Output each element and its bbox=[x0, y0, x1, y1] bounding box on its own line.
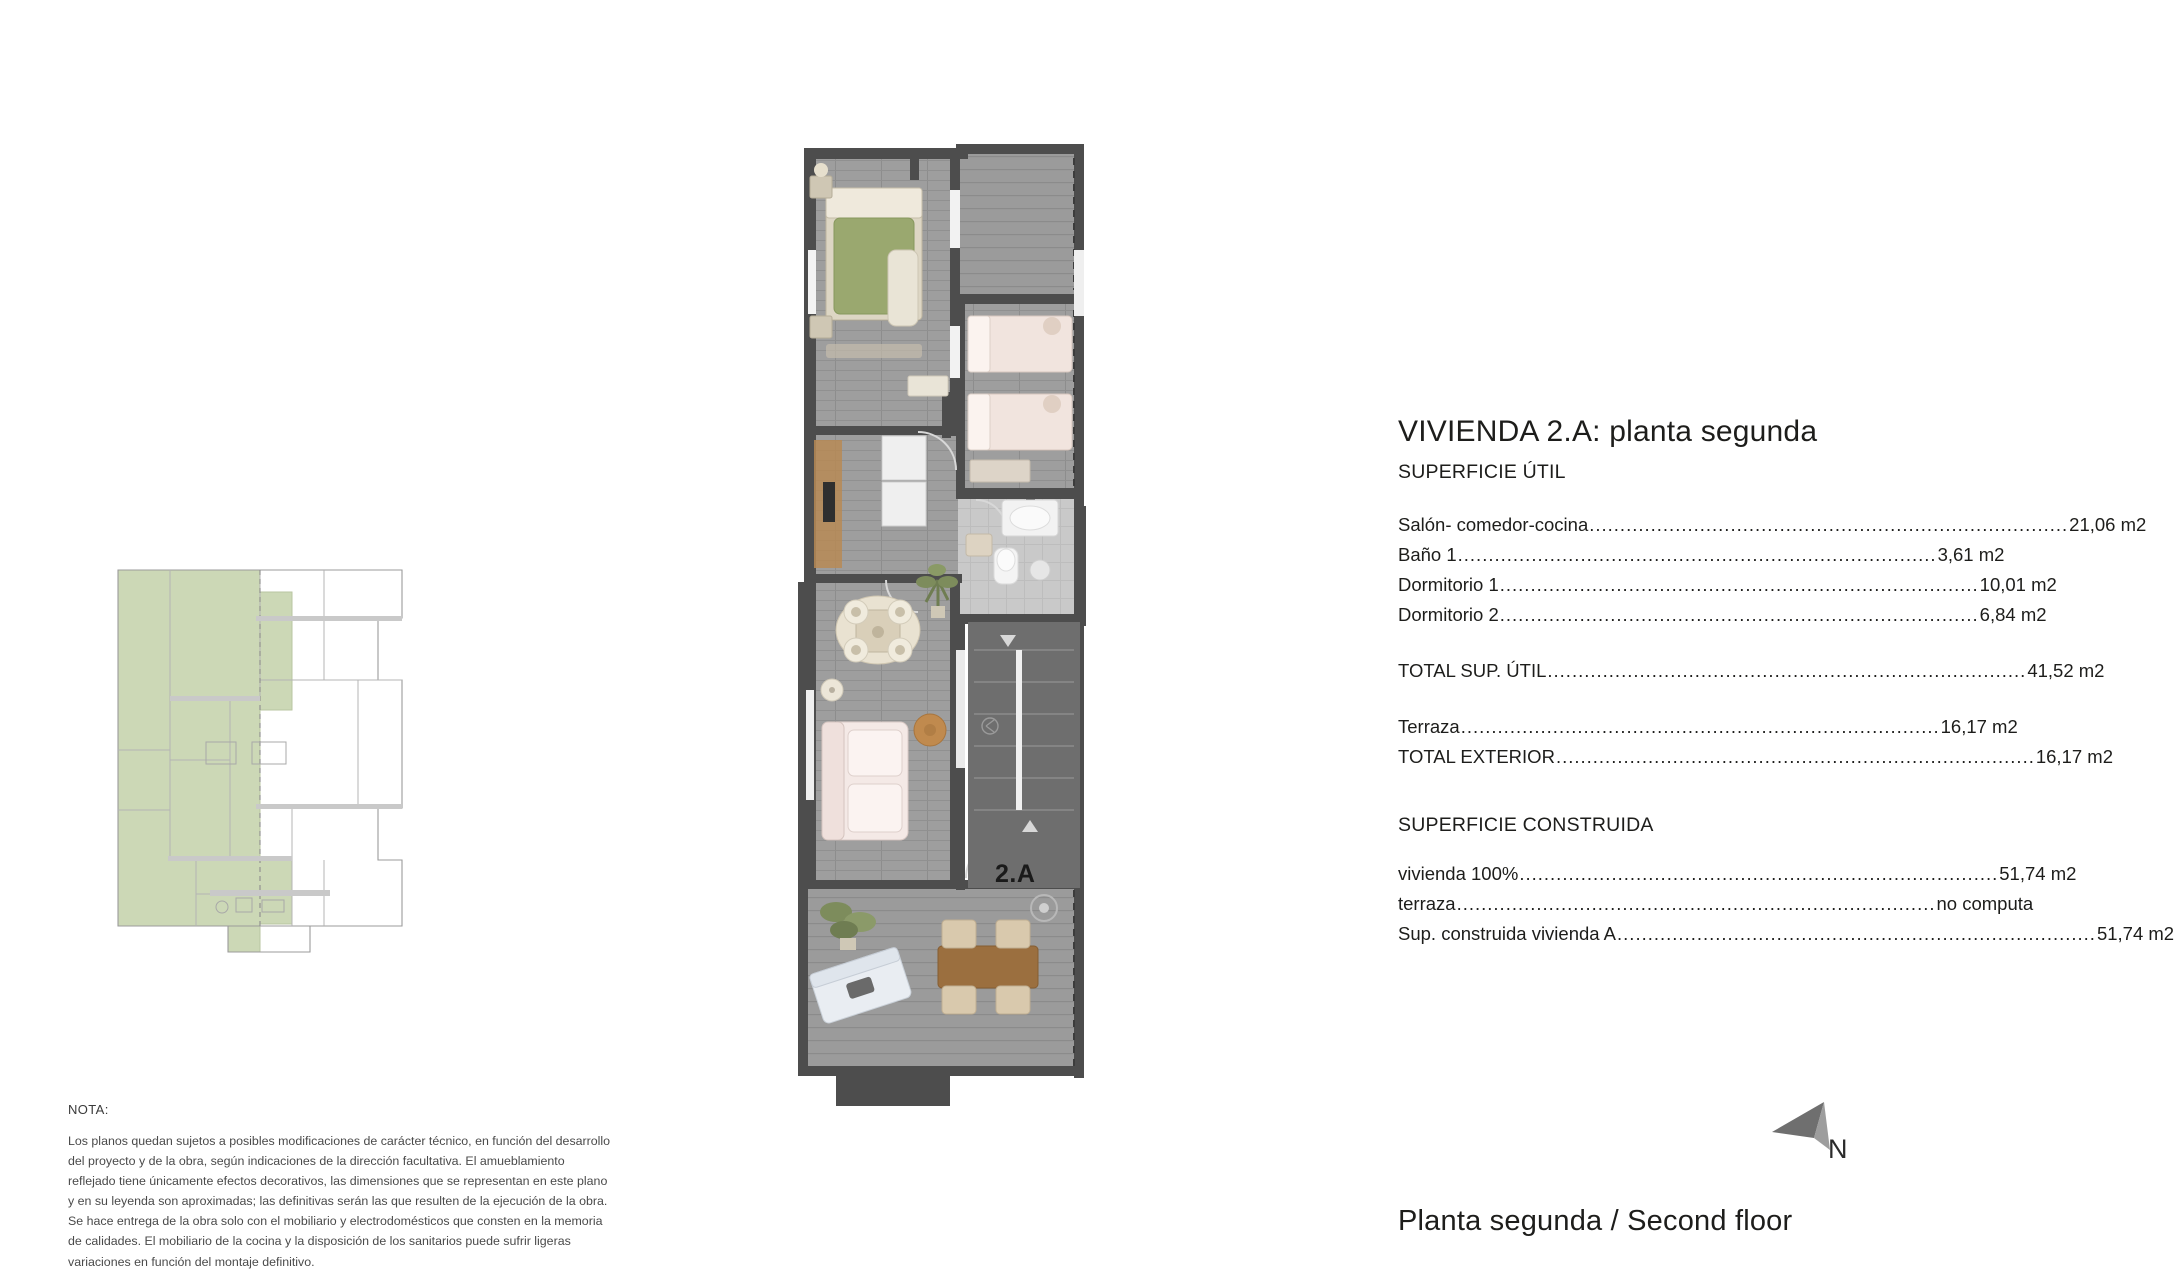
built-area-list bbox=[1398, 859, 2174, 949]
area-label: vivienda 100% bbox=[1398, 862, 1519, 884]
area-value: 3,61 m2 bbox=[1937, 543, 2005, 565]
leader-dots: .............................................................................. bbox=[1499, 603, 1979, 625]
area-label: terraza bbox=[1398, 892, 1456, 914]
area-value: no computa bbox=[1936, 892, 2034, 914]
note-title: NOTA: bbox=[68, 1102, 109, 1117]
area-value: 6,84 m2 bbox=[1979, 603, 2047, 625]
subhead-superficie-util: SUPERFICIE ÚTIL bbox=[1398, 461, 1566, 483]
area-row bbox=[1398, 889, 2034, 919]
leader-dots: .............................................................................. bbox=[1589, 514, 2069, 535]
area-label: Dormitorio 1 bbox=[1398, 573, 1499, 595]
exterior-area-list bbox=[1398, 712, 2113, 772]
panel-title: VIVIENDA 2.A: planta segunda bbox=[1398, 415, 1818, 448]
spacer bbox=[1398, 630, 1868, 656]
key-plan bbox=[110, 560, 410, 1060]
area-row bbox=[1398, 919, 2174, 949]
area-row bbox=[1398, 540, 2005, 570]
area-row bbox=[1398, 712, 2018, 742]
leader-dots: .............................................................................. bbox=[1519, 862, 1999, 884]
area-label: Salón- comedor-cocina bbox=[1398, 514, 1589, 535]
north-letter: N bbox=[1828, 1134, 1848, 1164]
leader-dots: .............................................................................. bbox=[1499, 573, 1979, 595]
area-label: Dormitorio 2 bbox=[1398, 603, 1499, 625]
area-value: 51,74 m2 bbox=[1999, 862, 2077, 884]
leader-dots: .............................................................................. bbox=[1457, 543, 1937, 565]
area-label: Baño 1 bbox=[1398, 543, 1457, 565]
spacer bbox=[1398, 772, 1868, 814]
area-label: Sup. construida vivienda A bbox=[1398, 922, 1617, 944]
total-useful-label: TOTAL SUP. ÚTIL bbox=[1398, 659, 1547, 681]
note-body: Los planos quedan sujetos a posibles modificaciones de carácter técnico, en función del desarrollo del proyecto y de la obra, según indicaciones de la dirección facultativa. El amueblamiento reflejado tiene únicamente efectos decorativos, las dimensiones que se representan en este plano y en su leyenda son aproximadas; las definitivas serán las que resulten de la ejecución de la obra. Se hace entrega de la obra solo con el mobiliario y electrodomésticos que consten en la memoria de calidades. El mobiliario de la cocina y la disposición de los sanitarios puede sufrir ligeras variaciones en función del montaje definitivo. bbox=[68, 1134, 611, 1269]
info-panel bbox=[1398, 415, 2174, 949]
area-row bbox=[1398, 570, 2057, 600]
leader-dots: .............................................................................. bbox=[1460, 715, 1940, 737]
leader-dots: .............................................................................. bbox=[1547, 659, 2027, 681]
floor-plan bbox=[790, 130, 1210, 1160]
area-value: 51,74 m2 bbox=[2096, 922, 2174, 944]
leader-dots: .............................................................................. bbox=[1456, 892, 1936, 914]
area-value: 10,01 m2 bbox=[1979, 573, 2057, 595]
area-label: Terraza bbox=[1398, 715, 1460, 737]
area-row bbox=[1398, 742, 2113, 772]
area-row bbox=[1398, 859, 2077, 889]
note-block bbox=[68, 1102, 613, 1272]
total-useful-row bbox=[1398, 656, 2105, 686]
area-value: 16,17 m2 bbox=[2035, 745, 2113, 767]
stair-zone bbox=[968, 622, 1080, 888]
useful-area-list bbox=[1398, 510, 2147, 630]
subhead-superficie-construida: SUPERFICIE CONSTRUIDA bbox=[1398, 813, 1654, 836]
area-label: TOTAL EXTERIOR bbox=[1398, 745, 1555, 767]
total-useful-value: 41,52 m2 bbox=[2027, 659, 2105, 681]
leader-dots: .............................................................................. bbox=[1555, 745, 2035, 767]
area-value: 21,06 m2 bbox=[2069, 514, 2147, 535]
spacer bbox=[1398, 686, 1868, 712]
floor-caption: Planta segunda / Second floor bbox=[1398, 1205, 1793, 1237]
compass-icon bbox=[1768, 1098, 1878, 1178]
area-value: 16,17 m2 bbox=[1940, 715, 2018, 737]
north-arrow bbox=[1768, 1098, 1878, 1178]
plan-unit-label: 2.A bbox=[995, 860, 1036, 888]
leader-dots: .............................................................................. bbox=[1617, 922, 2096, 944]
area-row bbox=[1398, 510, 2147, 540]
area-row bbox=[1398, 600, 2047, 630]
